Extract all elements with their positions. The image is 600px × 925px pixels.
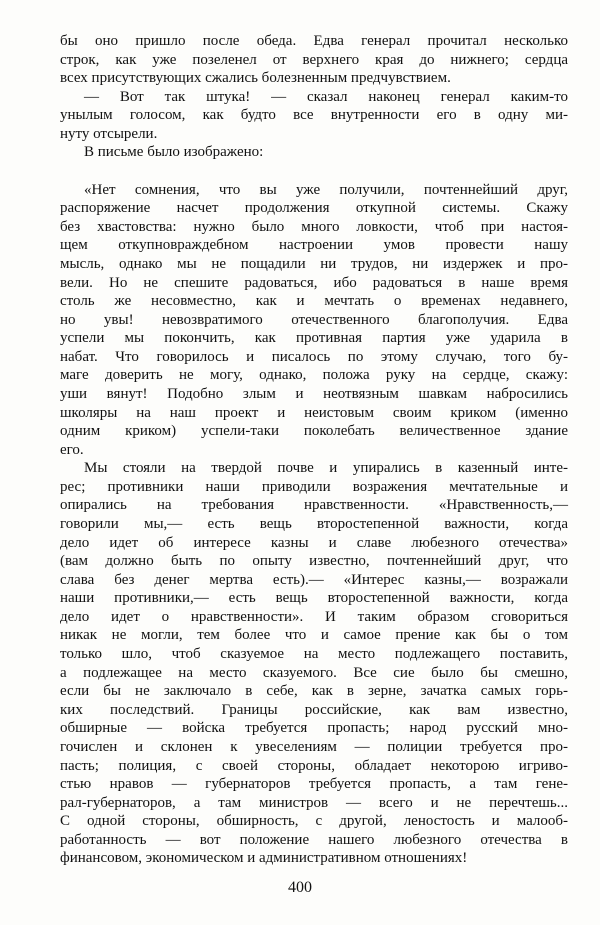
text-line: если бы не заключало в себе, как в зерне, зачатка самых горь-: [60, 683, 568, 699]
text-line: дело идет об интересе казны и славе любезного отечества»: [60, 535, 568, 551]
text-line: рал-губернаторов, а там министров — всего и не перечтешь...: [60, 795, 568, 811]
text-line: а подлежащее на место сказуемого. Все сие было бы смешно,: [60, 665, 568, 681]
text-line: говорили мы,— есть вещь второстепенной важности, когда: [60, 516, 568, 532]
text-line: пасть; полиция, с своей стороны, обладает некоторою игриво-: [60, 758, 568, 774]
text-line: «Нет сомнения, что вы уже получили, почтеннейший друг,: [84, 182, 568, 198]
text-line: ких последствий. Границы российские, как вам известно,: [60, 702, 568, 718]
text-line: столь же несовместно, как и мечтать о временах недавнего,: [60, 293, 568, 309]
text-line: наши противники,— есть вещь второстепенной важности, когда: [60, 590, 568, 606]
text-line: успели мы покончить, как противная партия уже ударила в: [60, 330, 568, 346]
text-line: В письме было изображено:: [84, 144, 264, 160]
text-line: дело идет о нравственности». И таким образом сговориться: [60, 609, 568, 625]
text-line: опирались на требования нравственности. «Нравственность,—: [60, 497, 568, 513]
text-line: но увы! невозвратимого отечественного благополучия. Едва: [60, 312, 568, 328]
text-line: уши вянут! Подобно злым и неотвязным шавкам набросились: [60, 386, 568, 402]
text-line: унылым голосом, как будто все внутренности его в одну ми-: [60, 107, 568, 123]
text-line: маге доверить не могу, однако, положа руку на сердце, скажу:: [60, 367, 568, 383]
text-line: (вам должно быть по опыту известно, почтеннейший друг, что: [60, 553, 568, 569]
text-line: одним криком) успели-таки поколебать величественное здание: [60, 423, 568, 439]
text-line: рес; противники наши приводили возражения мечтательные и: [60, 479, 568, 495]
text-line: щем откупновраждебном настроении умов провести нашу: [60, 237, 568, 253]
text-line: набат. Что говорилось и писалось по этому случаю, того бу-: [60, 349, 568, 365]
text-line: строк, как уже позеленел от верхнего края до нижнего; сердца: [60, 52, 568, 68]
text-line: — Вот так штука! — сказал наконец генерал каким-то: [84, 89, 568, 105]
text-line: его.: [60, 442, 84, 458]
text-line: мысль, однако мы не пощадили ни трудов, ни издержек и про-: [60, 256, 568, 272]
text-line: всех присутствующих сжались болезненным предчувствием.: [60, 70, 451, 86]
text-line: работанность — вот положение нашего любезного отечества в: [60, 832, 568, 848]
text-line: Мы стояли на твердой почве и упирались в казенный инте-: [84, 460, 568, 476]
text-line: стью нравов — губернаторов требуется пропасть, а там гене-: [60, 776, 568, 792]
text-line: слава без денег мертва есть).— «Интерес казны,— возражали: [60, 572, 568, 588]
text-line: никак не могли, тем более что и самое прение как бы о том: [60, 627, 568, 643]
text-line: школяры на наш проект и неистовым своим криком (именно: [60, 405, 568, 421]
text-line: нуту отсырели.: [60, 126, 158, 142]
text-line: финансовом, экономическом и административном отношениях!: [60, 850, 468, 866]
text-line: обширные — войска требуется пропасть; народ русский мно-: [60, 720, 568, 736]
text-line: без хвастовства: нужно было много ловкости, чтоб при настоя-: [60, 219, 568, 235]
text-line: гочислен и склонен к увеселениям — полиции требуется про-: [60, 739, 568, 755]
text-line: С одной стороны, обширность, с другой, леностость и малооб-: [60, 813, 568, 829]
page-number: 400: [288, 879, 312, 896]
text-line: вели. Но не спешите радоваться, ибо радоваться в наше время: [60, 275, 568, 291]
text-line: только шло, чтоб сказуемое на место подлежащего поставить,: [60, 646, 568, 662]
text-line: бы оно пришло после обеда. Едва генерал прочитал несколько: [60, 33, 568, 49]
text-line: распоряжение насчет продолжения откупной системы. Скажу: [60, 200, 568, 216]
